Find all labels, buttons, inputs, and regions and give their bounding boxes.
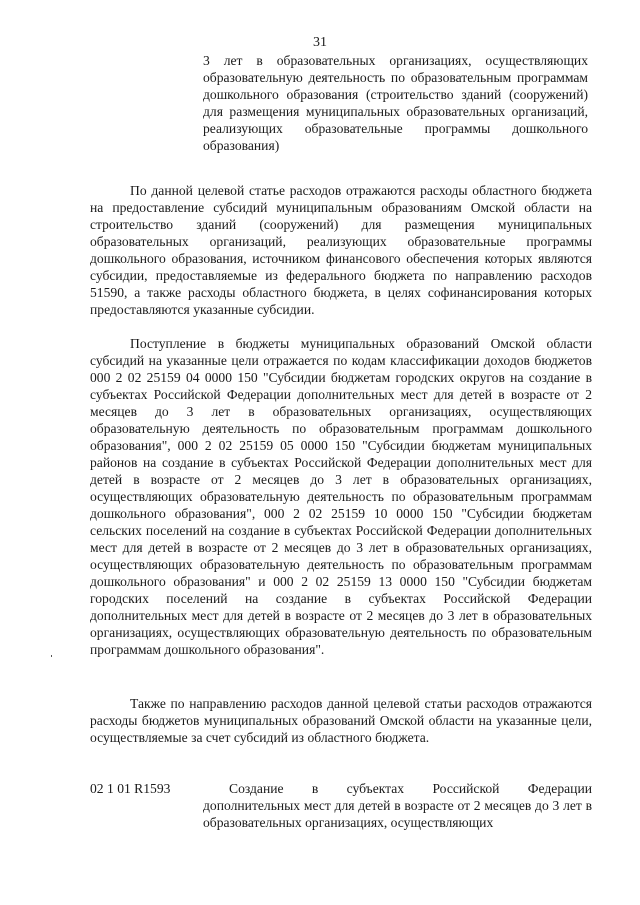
scan-speck [51,655,52,657]
body-paragraph-2 [90,335,592,658]
page-number: 31 [313,35,327,50]
body-paragraph-1 [90,182,592,318]
paragraph-text: Также по направлению расходов данной целевой статьи расходов отражаются расходы бюджетов муниципальных образований Омской области на указанные цели, осуществляемые за счет субсидий из областного бюджета. [90,696,592,745]
body-paragraph-3 [90,695,592,746]
target-article-description: Создание в субъектах Российской Федерации дополнительных мест для детей в возрасте от 2 месяцев до 3 лет в образовательных организациях, осуществляющих [203,781,592,830]
paragraph-text: По данной целевой статье расходов отражаются расходы областного бюджета на предоставление субсидий муниципальным образованиям Омской области на строительство зданий (сооружений) для размещения муниципальных образовательных организаций, реализующих образовательные программы дошкольного образования, источником финансового обеспечения которых являются субсидии, предоставляемые из федерального бюджета по направлению расходов 51590, а также расходы областного бюджета, в целях софинансирования которых предоставляются указанные субсидии. [90,183,592,317]
target-article-code: 02 1 01 R1593 [90,781,171,796]
paragraph-text: Поступление в бюджеты муниципальных образований Омской области субсидий на указанные цели отражается по кодам классификации доходов бюджетов 000 2 02 25159 04 0000 150 "Субсидии бюджетам городских округов на создание в субъектах Российской Федерации дополнительных мест для детей в возрасте от 2 месяцев до 3 лет в образовательных организациях, осуществляющих образовательную деятельность по образовательным программам дошкольного образования", 000 2 02 25159 05 0000 150 "Субсидии бюджетам муниципальных районов на создание в субъектах Российской Федерации дополнительных мест для детей в возрасте от 2 месяцев до 3 лет в образовательных организациях, осуществляющих образовательную деятельность по образовательным программам дошкольного образования", 000 2 02 25159 10 0000 150 "Субсидии бюджетам сельских поселений на создание в субъектах Российской Федерации дополнительных мест для детей в возрасте от 2 месяцев до 3 лет в образовательных организациях, осуществляющих образовательную деятельность по образовательным программам дошкольного образования" и 000 2 02 25159 13 0000 150 "Субсидии бюджетам городских поселений на создание в субъектах Российской Федерации дополнительных мест для детей в возрасте от 2 месяцев до 3 лет в образовательных организациях, осуществляющих образовательную деятельность по образовательным программам дошкольного образования". [90,336,592,657]
target-article-description-continuation: 3 лет в образовательных организациях, осуществляющих образовательную деятельность по образовательным программам дошкольного образования (строительство зданий (сооружений) для размещения муниципальных образовательных организаций, реализующих образовательные программы дошкольного образования) [203,53,588,153]
